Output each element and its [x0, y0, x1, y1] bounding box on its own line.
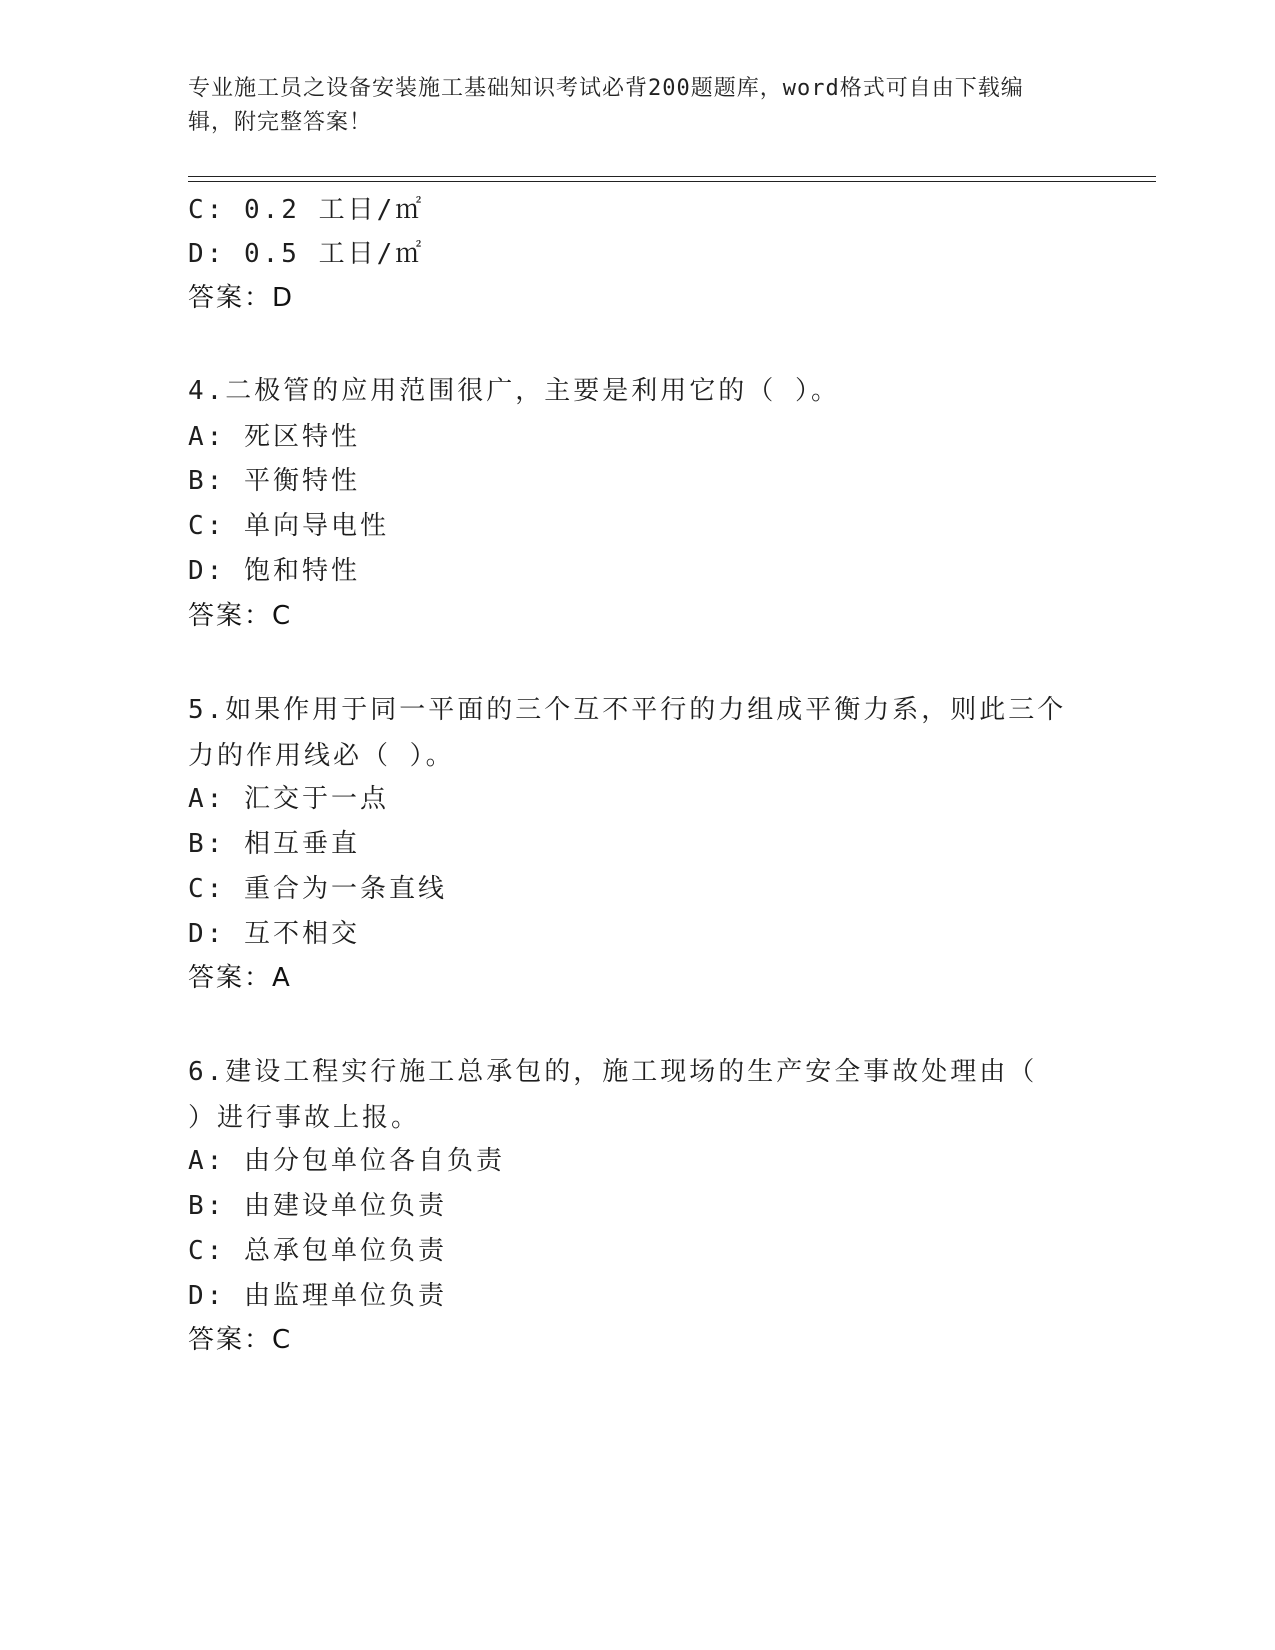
option-c	[188, 873, 447, 905]
option-text: 由建设单位负责	[243, 1191, 447, 1221]
question-stem: 4.二极管的应用范围很广，主要是利用它的（ ）。	[188, 376, 840, 406]
option-text: 互不相交	[243, 919, 360, 949]
option-text: 由监理单位负责	[243, 1281, 447, 1311]
option-letter: D:	[188, 556, 226, 586]
option-letter: A:	[188, 1146, 226, 1176]
answer-line: 答案：C	[188, 601, 293, 631]
option-text: 由分包单位各自负责	[243, 1146, 505, 1176]
option-text: 相互垂直	[243, 829, 360, 859]
option-letter: B:	[188, 829, 226, 859]
option-letter: B:	[188, 1191, 226, 1221]
option-b	[188, 1190, 447, 1222]
option-letter: D:	[188, 919, 226, 949]
option-letter: C:	[188, 1236, 226, 1266]
option-letter: C:	[188, 195, 226, 225]
answer-line: 答案：D	[188, 283, 295, 313]
option-letter: D:	[188, 239, 226, 269]
option-d	[188, 918, 360, 950]
option-text: 重合为一条直线	[243, 874, 447, 904]
question-stem: 6.建设工程实行施工总承包的，施工现场的生产安全事故处理由（ ）进行事故上报。	[188, 1057, 1038, 1133]
option-text: 单向导电性	[243, 511, 389, 541]
option-a	[188, 421, 360, 453]
option-text: 饱和特性	[243, 556, 360, 586]
header-divider-top	[188, 176, 1156, 177]
option-d	[188, 1280, 447, 1312]
option-b	[188, 828, 360, 860]
option-text: 死区特性	[243, 422, 360, 452]
option-b	[188, 465, 360, 497]
option-c	[188, 510, 389, 542]
option-letter: B:	[188, 466, 226, 496]
header-divider-bottom	[188, 181, 1156, 182]
answer-line: 答案：C	[188, 1325, 293, 1355]
option-letter: A:	[188, 422, 226, 452]
option-text: 汇交于一点	[243, 784, 389, 814]
question-stem: 5.如果作用于同一平面的三个互不平行的力组成平衡力系，则此三个力的作用线必（ ）。	[188, 695, 1067, 771]
option-text: 0.2 工日/㎡	[243, 195, 425, 225]
option-text: 0.5 工日/㎡	[243, 239, 425, 269]
option-a	[188, 1145, 505, 1177]
option-letter: C:	[188, 874, 226, 904]
option-a	[188, 783, 389, 815]
option-letter: C:	[188, 511, 226, 541]
option-d	[188, 555, 360, 587]
option-c	[188, 194, 424, 226]
option-d	[188, 238, 424, 270]
document-header: 专业施工员之设备安装施工基础知识考试必背200题题库，word格式可自由下载编辑，附完整答案！	[188, 76, 1024, 135]
option-text: 总承包单位负责	[243, 1236, 447, 1266]
option-c	[188, 1235, 447, 1267]
option-letter: D:	[188, 1281, 226, 1311]
answer-line: 答案：A	[188, 963, 292, 993]
option-letter: A:	[188, 784, 226, 814]
option-text: 平衡特性	[243, 466, 360, 496]
